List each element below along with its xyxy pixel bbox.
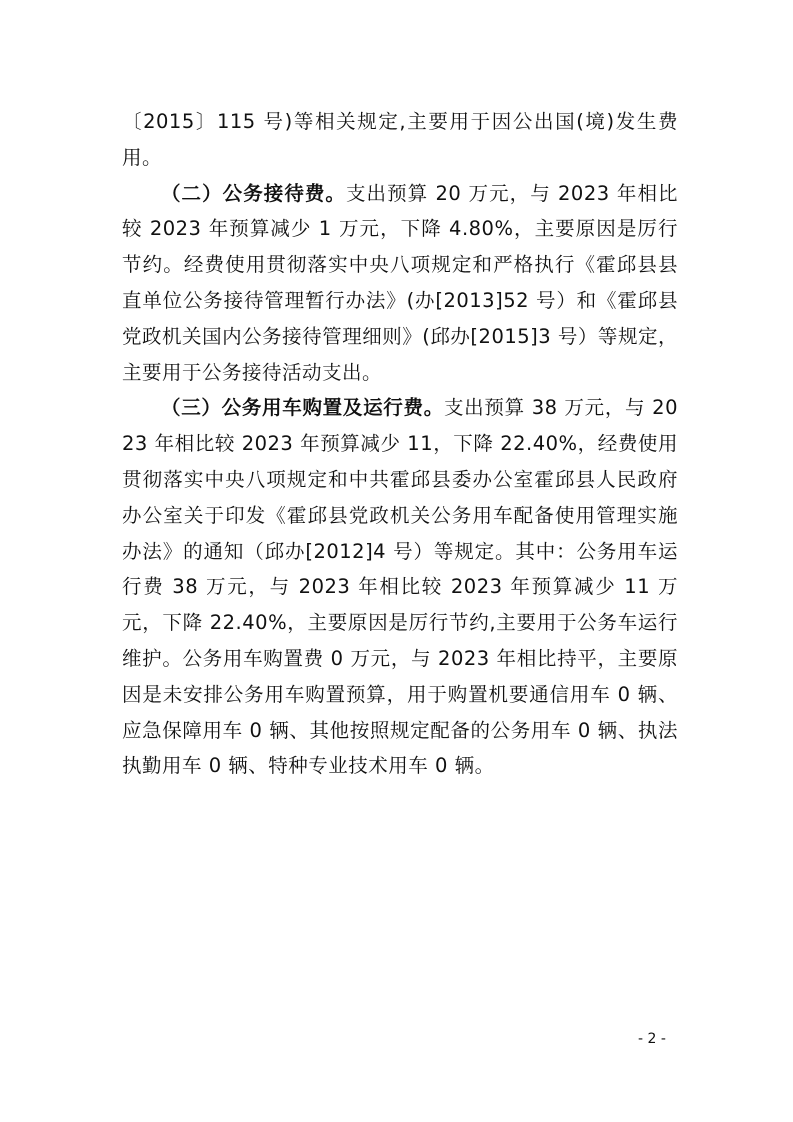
- paragraph-vehicle-expense: [122, 390, 678, 784]
- paragraph-outbound-travel: 〔2015〕115 号)等相关规定,主要用于因公出国(境)发生费用。: [122, 110, 678, 169]
- page-number: - 2 -: [638, 1031, 666, 1047]
- paragraph-reception-expense: [122, 176, 678, 391]
- reception-expense-heading: （二）公务接待费。: [161, 181, 346, 205]
- reception-expense-body: 支出预算 20 万元，与 2023 年相比较 2023 年预算减少 1 万元，下降 4.80%，主要原因是厉行节约。经费使用贯彻落实中央八项规定和严格执行《霍邱县县直单位公务接待管理暂行办法》(办[2013]52 号）和《霍邱县党政机关国内公务接待管理细则》(邱办[2015]3 号）等规定，主要用于公务接待活动支出。: [122, 181, 678, 384]
- vehicle-expense-body: 支出预算 38 万元，与 2023 年相比较 2023 年预算减少 11，下降 22.40%，经费使用贯彻落实中央八项规定和中共霍邱县委办公室霍邱县人民政府办公室关于印发《霍邱县党政机关公务用车配备使用管理实施办法》的通知（邱办[2012]4 号）等规定。其中：公务用车运行费 38 万元，与 2023 年相比较 2023 年预算减少 11 万元，下降 22.40%，主要原因是厉行节约,主要用于公务车运行维护。公务用车购置费 0 万元，与 2023 年相比持平，主要原因是未安排公务用车购置预算，用于购置机要通信用车 0 辆、应急保障用车 0 辆、其他按照规定配备的公务用车 0 辆、执法执勤用车 0 辆、特种专业技术用车 0 辆。: [122, 396, 678, 778]
- vehicle-expense-heading: （三）公务用车购置及运行费。: [161, 396, 444, 420]
- document-page: [122, 104, 678, 784]
